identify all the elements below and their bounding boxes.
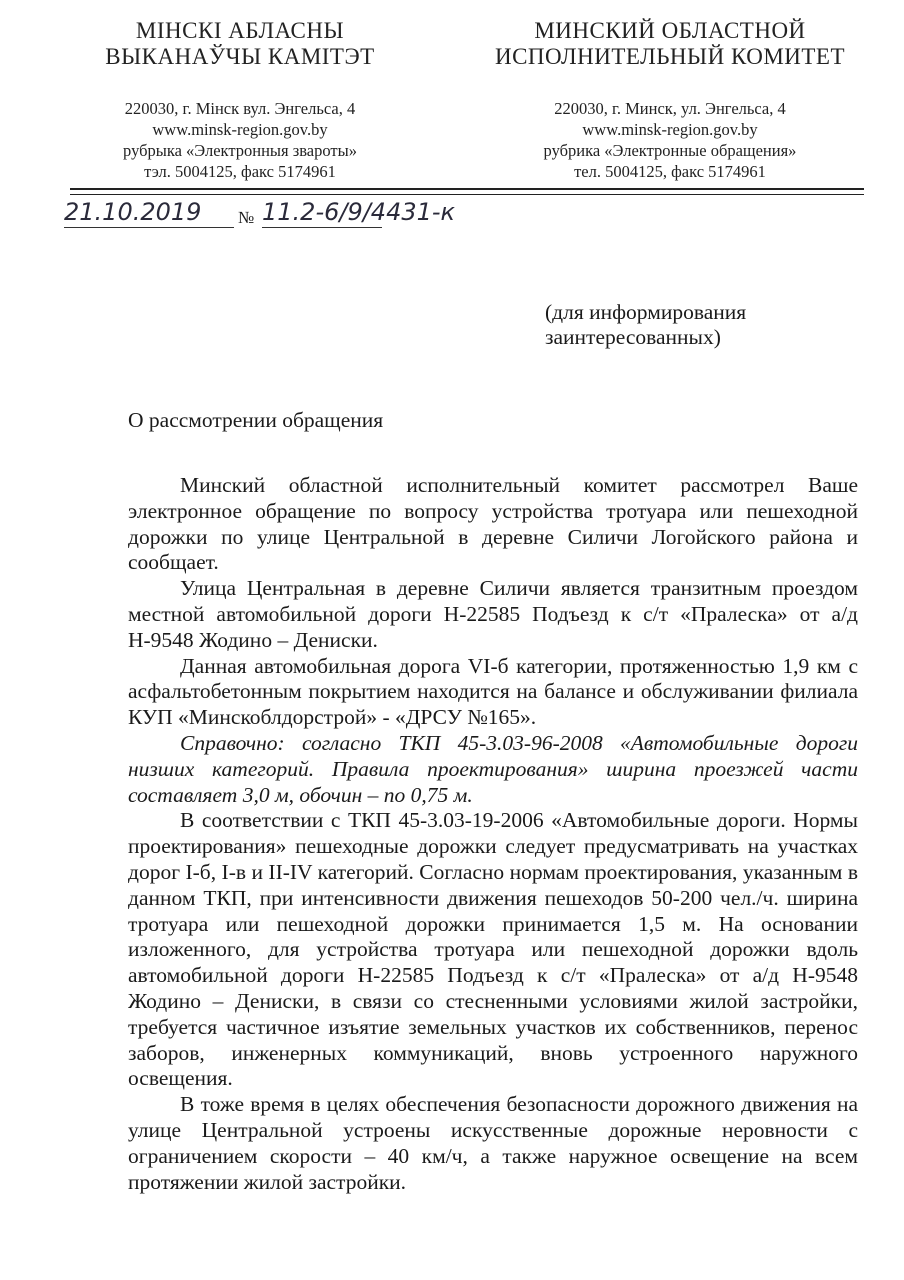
org-website: www.minsk-region.gov.by [152, 120, 328, 139]
org-website: www.minsk-region.gov.by [582, 120, 758, 139]
addressee-line2: заинтересованных) [545, 325, 721, 349]
org-phone: тэл. 5004125, факс 5174961 [144, 162, 336, 181]
addressee-line1: (для информирования [545, 300, 747, 324]
reference-paragraph: Справочно: согласно ТКП 45-3.03-96-2008 «Автомобильные дороги низших категорий. Правила проектирования» ширина проезжей части составляет 3,0 м, обочин – по 0,75 м. [128, 730, 858, 807]
org-title-line2: ВЫКАНАЎЧЫ КАМІТЭТ [105, 44, 375, 69]
subject-line: О рассмотрении обращения [128, 408, 384, 432]
letterhead-belarusian [60, 18, 420, 182]
letterhead-russian [470, 18, 870, 182]
org-rubric: рубрика «Электронные обращения» [543, 141, 797, 160]
org-title-line1: МИНСКИЙ ОБЛАСТНОЙ [534, 18, 806, 43]
number-sign: № [238, 208, 255, 227]
letter-body [128, 473, 858, 1195]
registration-date: 21.10.2019 [64, 198, 202, 226]
org-address: 220030, г. Минск, ул. Энгельса, 4 [554, 99, 786, 118]
paragraph: Улица Центральная в деревне Силичи является транзитным проездом местной автомобильной дороги Н-22585 Подъезд к с/т «Пралеска» от а/д Н-9548 Жодино – Дениски. [128, 576, 858, 652]
org-address: 220030, г. Мінск вул. Энгельса, 4 [124, 99, 356, 118]
paragraph: Минский областной исполнительный комитет рассмотрел Ваше электронное обращение по вопросу устройства тротуара или пешеходной дорожки по улице Центральной в деревне Силичи Логойского района и сообщает. [128, 473, 858, 575]
org-title-line1: МІНСКІ АБЛАСНЫ [135, 18, 345, 43]
header-divider-thin [70, 194, 864, 195]
org-phone: тел. 5004125, факс 5174961 [574, 162, 766, 181]
org-rubric: рубрыка «Электронныя звароты» [123, 141, 357, 160]
number-underline [262, 227, 382, 228]
paragraph: В соответствии с ТКП 45-3.03-19-2006 «Автомобильные дороги. Нормы проектирования» пешеходные дорожки следует предусматривать на участках дорог I-б, I-в и II-IV категорий. Согласно нормам проектирования, указанным в данном ТКП, при интенсивности движения пешеходов 50-200 чел./ч. ширина тротуара или пешеходной дорожки принимается 1,5 м. На основании изложенного, для устройства тротуара или пешеходной дорожки вдоль автомобильной дороги Н-22585 Подъезд к с/т «Пралеска» от а/д Н-9548 Жодино – Дениски, в связи со стесненными условиями жилой застройки, требуется частичное изъятие земельных участков их собственников, перенос заборов, инженерных коммуникаций, вновь устроенного наружного освещения. [128, 808, 858, 1091]
paragraph: Данная автомобильная дорога VI-б категории, протяженностью 1,9 км с асфальтобетонным покрытием находится на балансе и обслуживании филиала КУП «Минскоблдорстрой» - «ДРСУ №165». [128, 653, 858, 730]
date-underline [64, 227, 234, 228]
org-title-line2: ИСПОЛНИТЕЛЬНЫЙ КОМИТЕТ [494, 44, 846, 69]
registration-number: 11.2-6/9/4431-к [262, 198, 456, 226]
paragraph: В тоже время в целях обеспечения безопасности дорожного движения на улице Центральной устроены искусственные дорожные неровности с ограничением скорости – 40 км/ч, а также наружное освещение на всем протяжении жилой застройки. [128, 1092, 858, 1194]
header-divider-thick [70, 188, 864, 190]
addressee [545, 300, 746, 350]
